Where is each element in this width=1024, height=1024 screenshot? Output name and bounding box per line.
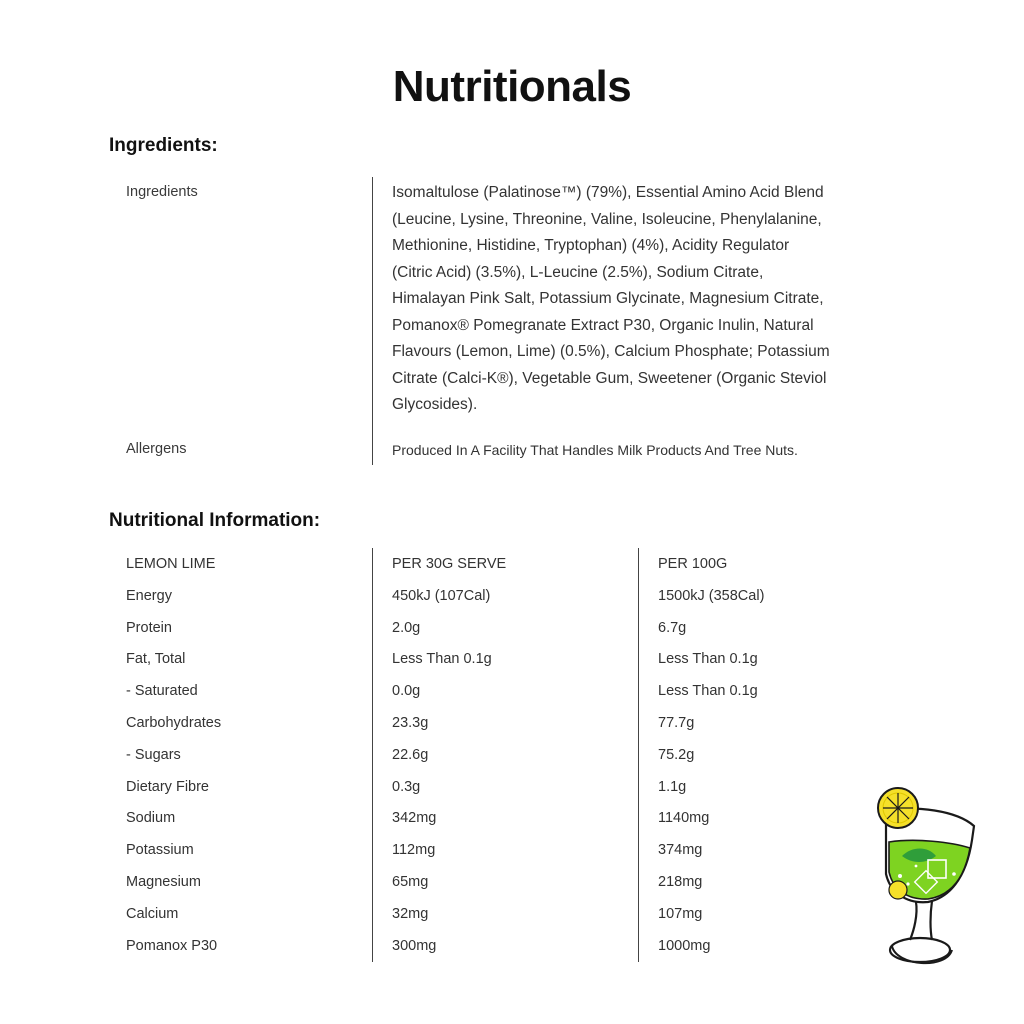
bubble xyxy=(952,872,956,876)
nutrient-name: - Saturated xyxy=(126,683,198,700)
per-100g-value: 1.1g xyxy=(658,778,687,795)
allergens-text: Produced In A Facility That Handles Milk Products And Tree Nuts. xyxy=(392,442,798,458)
nutrient-name: Fat, Total xyxy=(126,651,186,668)
per-100g-value: 107mg xyxy=(658,905,703,922)
ingredients-line: Citrate (Calci-K®), Vegetable Gum, Sweetener (Organic Steviol xyxy=(392,369,827,387)
nutrient-name: Potassium xyxy=(126,842,194,859)
nutrition-row xyxy=(0,588,1024,620)
allergens-label: Allergens xyxy=(126,441,187,457)
per-100g-value: 1140mg xyxy=(658,810,710,827)
bubble xyxy=(915,865,918,868)
per-serve-value: 22.6g xyxy=(392,746,429,763)
page-title: Nutritionals xyxy=(392,62,632,111)
per-serve-value: 23.3g xyxy=(392,714,429,731)
per-serve-value: Less Than 0.1g xyxy=(392,651,492,668)
glass-stem xyxy=(931,901,933,940)
per-serve-value: 0.3g xyxy=(392,778,421,795)
nutrition-row xyxy=(0,651,1024,683)
ingredients-list xyxy=(392,180,892,419)
nutrient-name: Energy xyxy=(126,587,172,604)
per-100g-value: 1500kJ (358Cal) xyxy=(658,587,765,604)
per-serve-value: 450kJ (107Cal) xyxy=(392,587,491,604)
glass-base xyxy=(890,938,950,962)
per-serve-value: 342mg xyxy=(392,810,437,827)
ingredients-heading: Ingredients: xyxy=(109,135,218,156)
ingredients-line: Methionine, Histidine, Tryptophan) (4%), Acidity Regulator xyxy=(392,237,790,254)
nutrition-row xyxy=(0,620,1024,652)
bubble xyxy=(906,882,909,885)
nutrient-name: Dietary Fibre xyxy=(126,778,209,795)
nutrient-name: Pomanox P30 xyxy=(126,937,218,954)
per-100g-value: 374mg xyxy=(658,842,703,859)
ingredients-column-divider xyxy=(372,177,373,465)
per-100g-value: Less Than 0.1g xyxy=(658,683,758,700)
lemon-segments xyxy=(883,793,913,823)
per-serve-value: 32mg xyxy=(392,905,429,922)
ingredients-line: Flavours (Lemon, Lime) (0.5%), Calcium Phosphate; Potassium xyxy=(392,343,830,360)
glass-stem xyxy=(910,902,917,940)
nutrient-name: - Sugars xyxy=(126,746,181,763)
nutrient-name: Calcium xyxy=(126,905,179,922)
ingredients-line: Pomanox® Pomegranate Extract P30, Organic Inulin, Natural xyxy=(392,316,814,334)
per-100g-value: 75.2g xyxy=(658,746,695,763)
nutrient-name: Magnesium xyxy=(126,873,201,890)
per-100g-value: 77.7g xyxy=(658,714,695,731)
flavour-header: LEMON LIME xyxy=(126,556,216,572)
per-serve-header: PER 30G SERVE xyxy=(392,556,507,572)
per-100g-value: 6.7g xyxy=(658,619,687,636)
per-serve-value: 300mg xyxy=(392,937,437,954)
per-100g-value: 218mg xyxy=(658,873,703,890)
per-serve-value: 65mg xyxy=(392,873,429,890)
nutrient-name: Protein xyxy=(126,619,172,636)
ingredients-line: (Citric Acid) (3.5%), L-Leucine (2.5%), Sodium Citrate, xyxy=(392,263,764,281)
ingredients-line: Glycosides). xyxy=(392,396,478,413)
per-100g-value: 1000mg xyxy=(658,937,711,954)
ingredients-line: (Leucine, Lysine, Threonine, Valine, Isoleucine, Phenylalanine, xyxy=(392,210,822,228)
bubble xyxy=(898,874,902,878)
per-serve-value: 2.0g xyxy=(392,619,421,636)
glass-base-rim xyxy=(892,946,952,963)
nutrient-name: Sodium xyxy=(126,810,176,827)
nutrition-header-row xyxy=(0,556,1024,588)
per-serve-value: 112mg xyxy=(392,842,436,859)
per-serve-value: 0.0g xyxy=(392,683,421,700)
per-100g-value: Less Than 0.1g xyxy=(658,651,758,668)
nutrient-name: Carbohydrates xyxy=(126,714,222,731)
per-100g-header: PER 100G xyxy=(658,556,728,572)
nutrition-heading: Nutritional Information: xyxy=(109,510,321,531)
nutrition-row xyxy=(0,683,1024,715)
lemon-lime-drink-glass-icon xyxy=(856,780,986,980)
ingredients-line: Isomaltulose (Palatinose™) (79%), Essential Amino Acid Blend xyxy=(392,184,824,201)
ingredients-line: Himalayan Pink Salt, Potassium Glycinate, Magnesium Citrate, xyxy=(392,290,824,307)
nutrition-row xyxy=(0,715,1024,747)
ingredients-label: Ingredients xyxy=(126,184,198,200)
nutrition-row xyxy=(0,747,1024,779)
lemon-slice-inside xyxy=(889,881,907,899)
